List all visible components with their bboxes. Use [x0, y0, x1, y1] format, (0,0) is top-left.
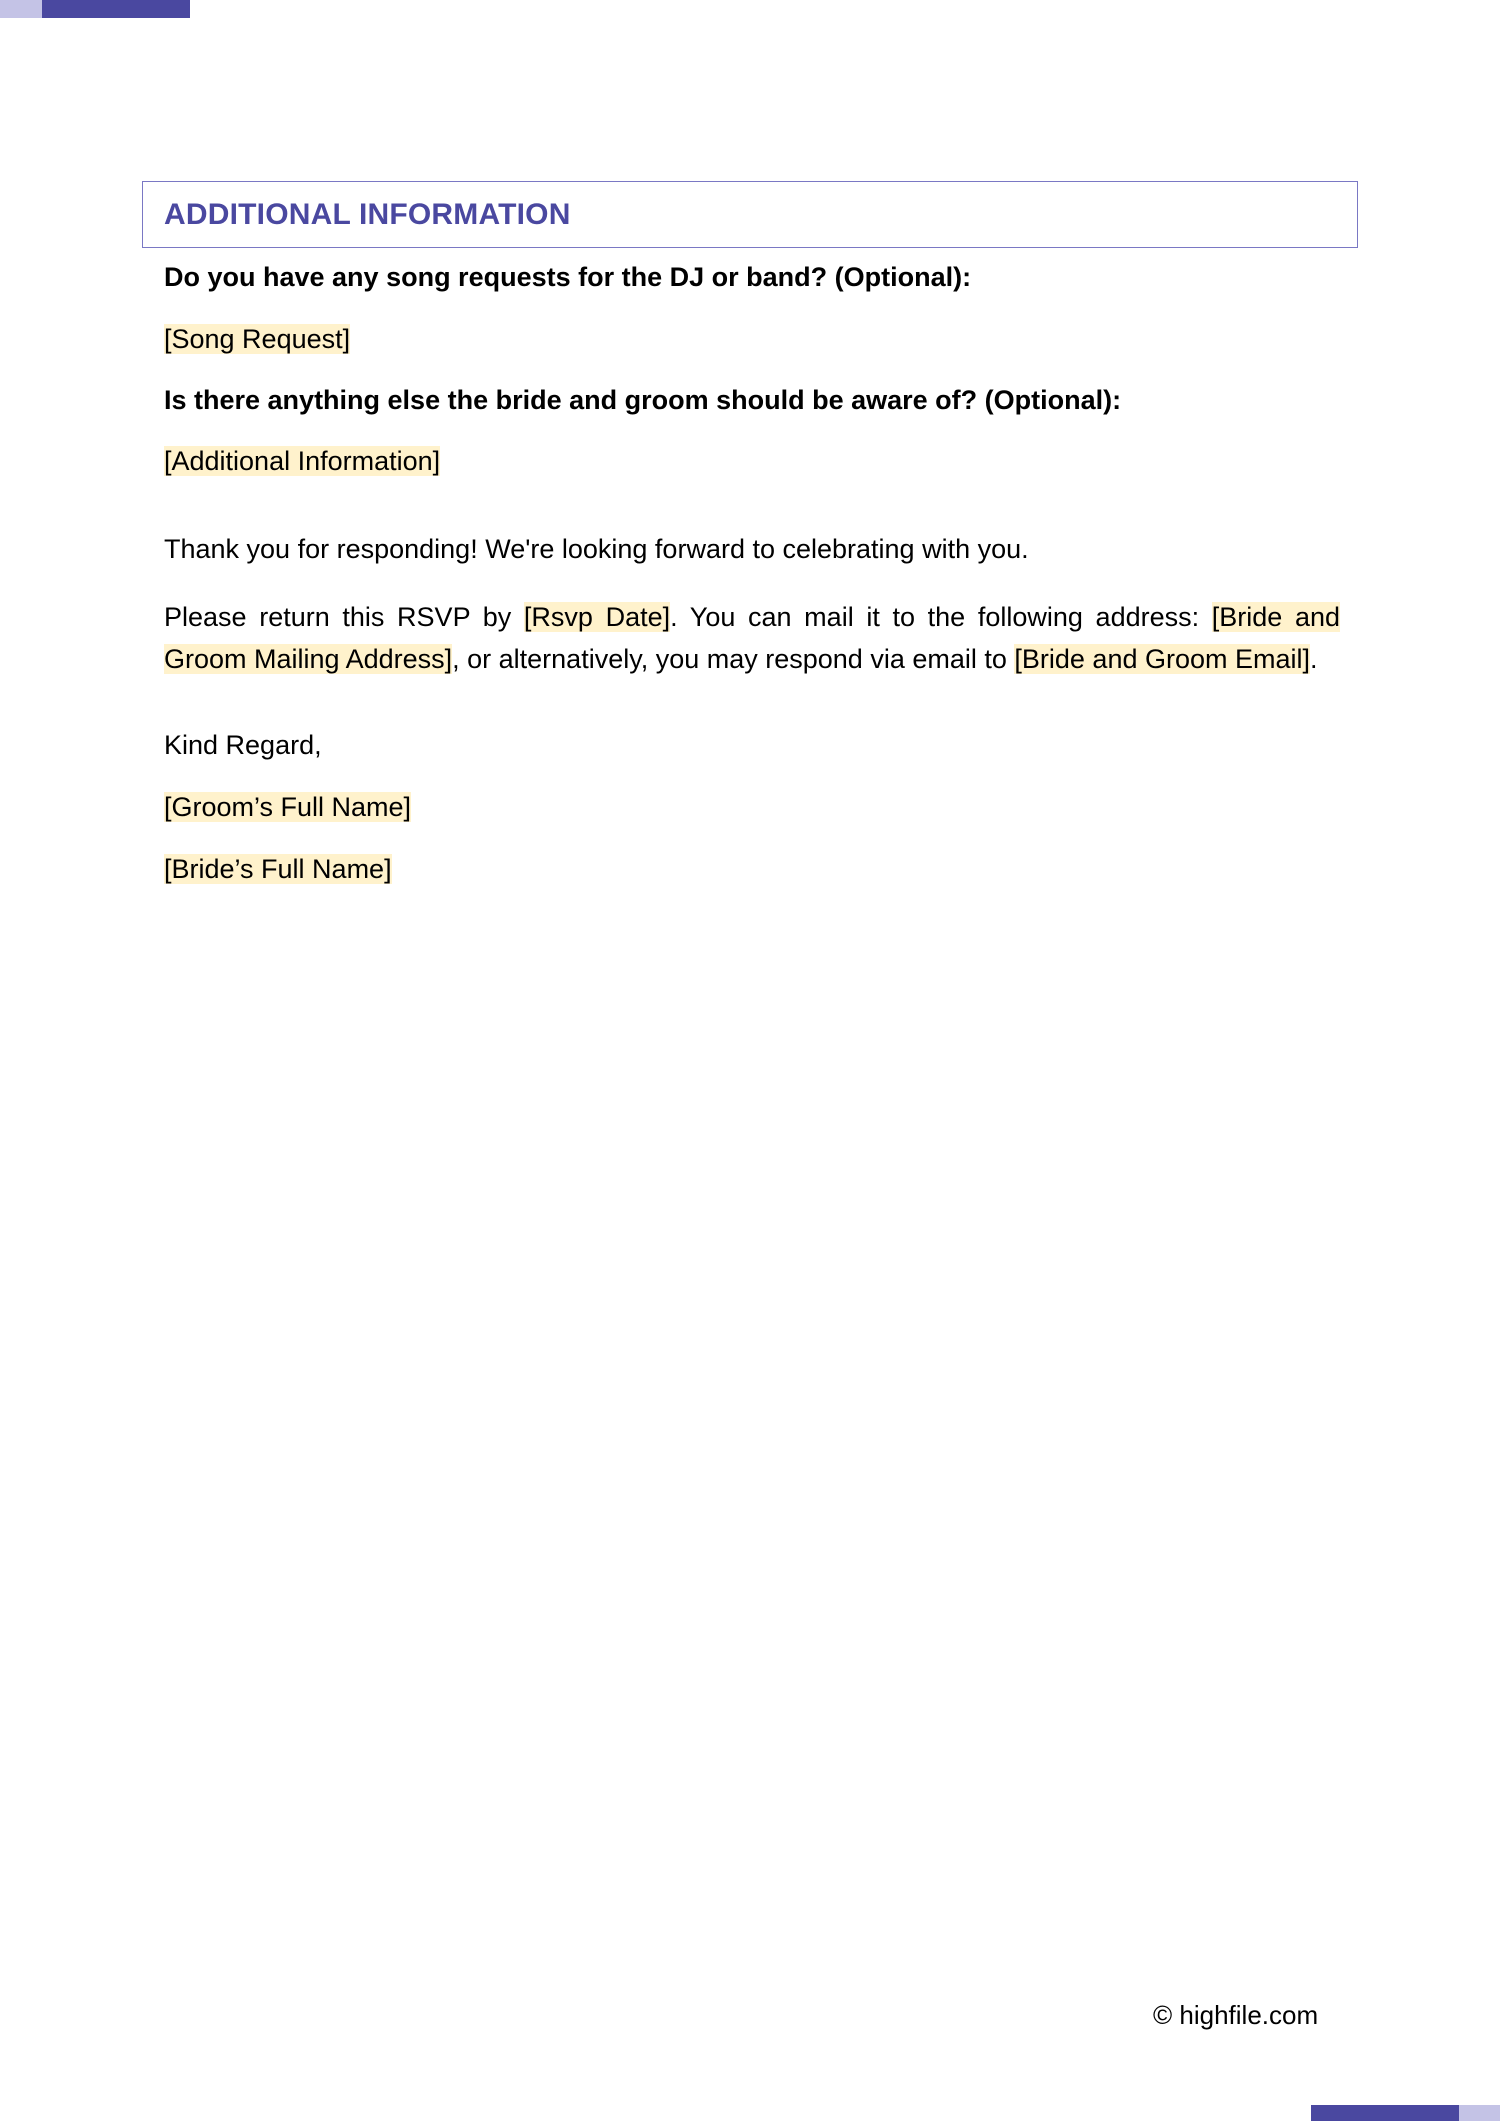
- groom-name-placeholder: [Groom’s Full Name]: [164, 792, 412, 822]
- return-text-prefix: Please return this RSVP by: [164, 602, 524, 632]
- return-instructions: [164, 596, 1340, 680]
- additional-info-placeholder: [Additional Information]: [164, 446, 441, 476]
- section-heading-box: [142, 181, 1358, 248]
- return-text-mid: . You can mail it to the following address:: [670, 602, 1212, 632]
- bride-name-field[interactable]: [164, 854, 392, 885]
- salutation: Kind Regard,: [164, 730, 322, 760]
- question-song-request: Do you have any song requests for the DJ or band? (Optional):: [164, 262, 972, 292]
- song-request-field[interactable]: [164, 324, 350, 355]
- email-field[interactable]: [Bride and Groom Email]: [1014, 644, 1311, 674]
- additional-info-field[interactable]: [164, 446, 440, 477]
- mailing-address-field[interactable]: [Bride and Groom Mailing Address]: [164, 602, 1340, 674]
- rsvp-date-field[interactable]: [Rsvp Date]: [523, 602, 671, 632]
- groom-name-field[interactable]: [164, 792, 411, 823]
- bottom-accent-dark-bar: [1311, 2105, 1459, 2121]
- thank-you-text: Thank you for responding! We're looking forward to celebrating with you.: [164, 534, 1029, 564]
- song-request-placeholder: [Song Request]: [164, 324, 351, 354]
- bottom-accent-light-bar: [1459, 2105, 1500, 2121]
- section-title: ADDITIONAL INFORMATION: [164, 198, 571, 231]
- top-accent-dark-bar: [42, 0, 190, 18]
- bride-name-placeholder: [Bride’s Full Name]: [164, 854, 392, 884]
- top-accent-light-bar: [0, 0, 42, 18]
- return-text-mid2: , or alternatively, you may respond via email to: [452, 644, 1015, 674]
- copyright-footer: © highfile.com: [1153, 2000, 1319, 2030]
- question-additional-info: Is there anything else the bride and groom should be aware of? (Optional):: [164, 385, 1122, 415]
- return-text-end: .: [1310, 644, 1318, 674]
